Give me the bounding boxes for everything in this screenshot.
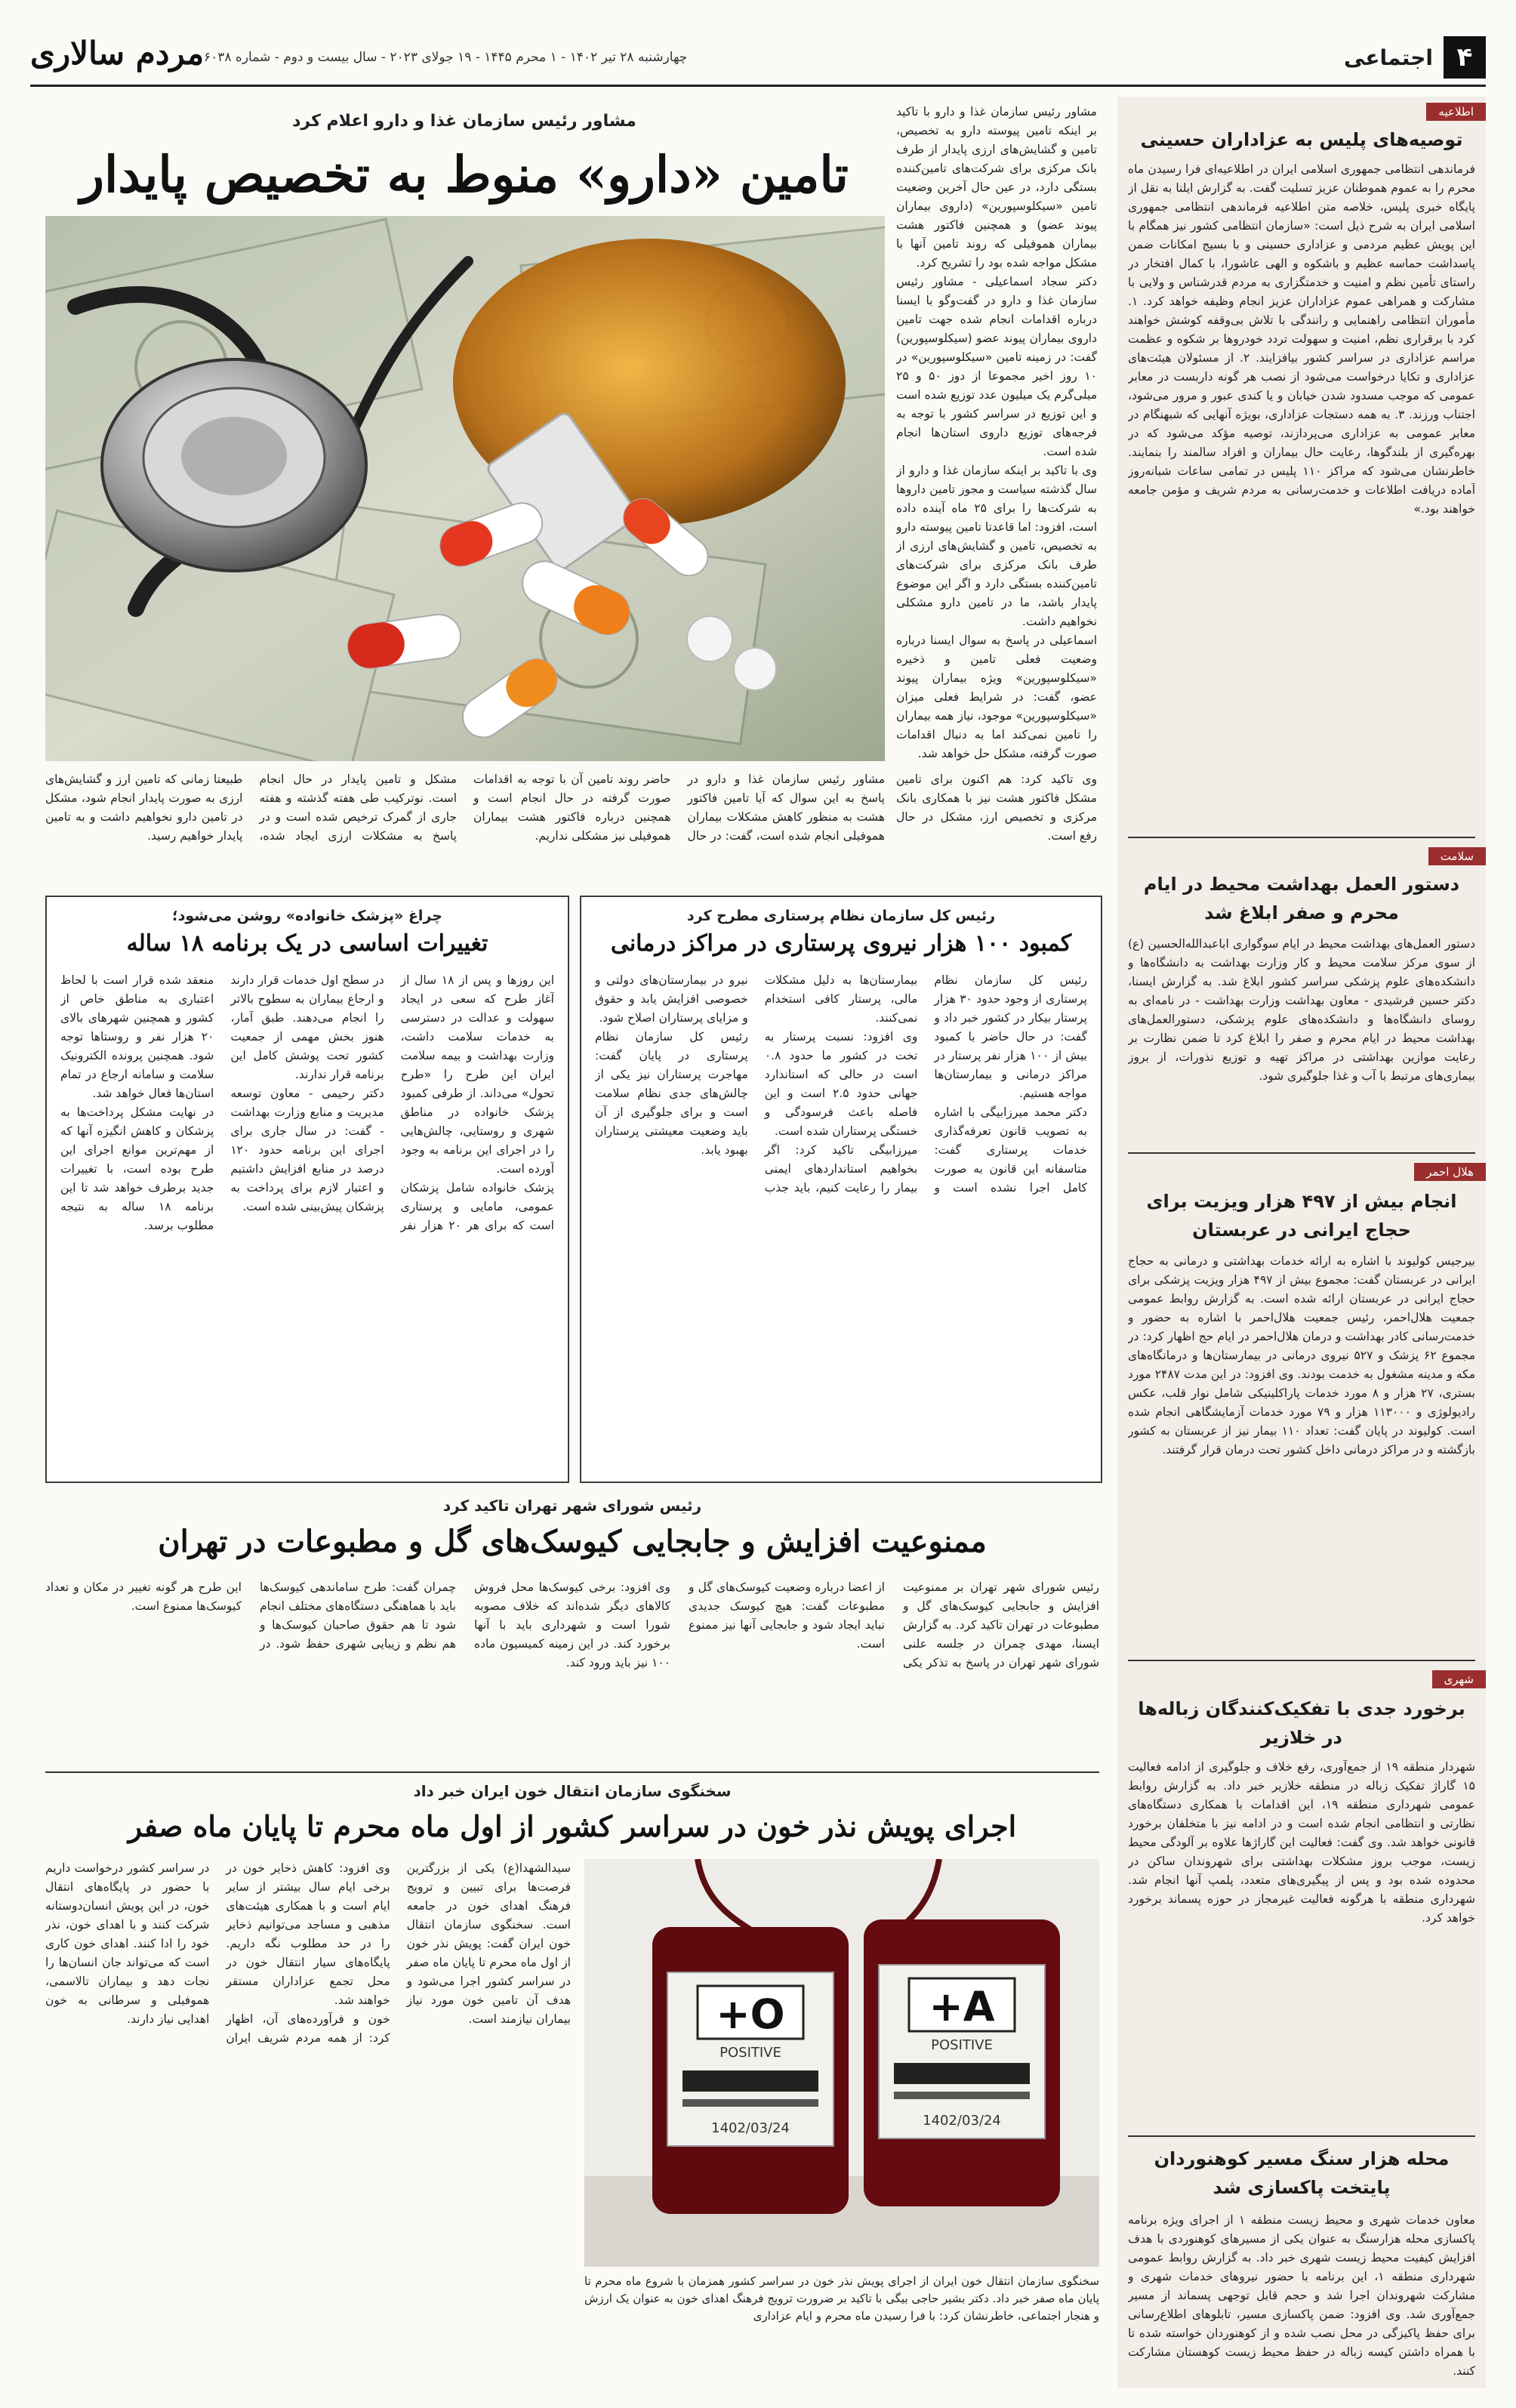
blood-bag-left: [652, 1927, 849, 2214]
family-doctor-box: [45, 896, 569, 1483]
paragraph: وی افزود: در این مدت ۲۴۸۷ مورد بستری، ۲۷ هزار و ۸ مورد خدمات پاراکلینیکی شامل نوار قلب، عکس رادیولوژی و ۱۱۳۰۰۰ هزار و ۷۹ مورد خدمات آزمایشگاهی انجام شده است. کولیوند در پایان گفت: تعداد ۱۱۰ بیمار نیز از عربستان به کشور بازگشته و در مراکز درمانی داخل کشور تحت درمان قرار گرفتند.: [1128, 1367, 1475, 1457]
blood-type-label-right: A+: [929, 1983, 995, 2030]
paragraph: وی افزود: ضمن پاکسازی مسیر، تابلوهای اطلاع‌رسانی برای حفظ پاکیزگی در محل نصب شده و از کوهنوردان خواسته شده تا با همراه داشتن کیسه زباله در حفظ محیط زیست کوهستان مشارکت کنند.: [1128, 2308, 1475, 2378]
newspaper-logo: مردم سالاری: [30, 35, 205, 72]
dateline: چهارشنبه ۲۸ تیر ۱۴۰۲ - ۱ محرم ۱۴۴۵ - ۱۹ جولای ۲۰۲۳ - سال بیست و دوم - شماره ۶۰۳۸: [204, 50, 688, 65]
kiosk-headline: ممنوعیت افزایش و جابجایی کیوسک‌های گل و مطبوعات در تهران: [158, 1524, 987, 1559]
paragraph: اسماعیلی در پاسخ به سوال ایسنا درباره وضعیت فعلی تامین و ذخیره «سیکلوسپورین» ویژه بیماران پیوند عضو، گفت: در شرایط فعلی میزان «سیکلوسپورین» موجود، نیاز همه بیماران را تامین نمی‌کند اما به دنبال اقدامات صورت گرفته، مشکل حل خواهد شد.: [896, 634, 1097, 760]
sidebar-article-hezarsang: [1128, 2211, 1475, 2383]
paragraph: سیدالشهدا(ع) یکی از بزرگترین فرصت‌ها برای تبیین و ترویج فرهنگ اهدای خون در جامعه است. سخنگوی سازمان انتقال خون ایران گفت: پویش نذر خون از اول ماه محرم تا پایان ماه صفر در سراسر کشور اجرا می‌شود و هدف آن تامین خون مورد نیاز بیماران نیازمند است.: [406, 1861, 571, 2026]
blood-type-label-left: O+: [716, 1990, 785, 2038]
divider: [1128, 1152, 1475, 1154]
paragraph: این روزها و پس از ۱۸ سال از آغاز طرح که سعی در ایجاد سهولت و عدالت در دسترسی به خدمات سلامت داشت، وزارت بهداشت و بیمه سلامت ایران این طرح را «طرح تحول» می‌داند. از طرفی کمبود پزشک خانواده در مناطق شهری و روستایی، چالش‌هایی را در اجرای این برنامه به وجود آورده است.: [400, 973, 554, 1176]
blood-photo-caption: سخنگوی سازمان انتقال خون ایران از اجرای پویش نذر خون در سراسر کشور همزمان با شروع ماه محرم تا پایان ماه صفر خبر داد. دکتر بشیر حاجی بیگی با تاکید بر ضرورت ترویج فرهنگ اهدای خون به عنوان یک ارزش و هنجار اجتماعی، خاطرنشان کرد: با فرا رسیدن ماه محرم و ایام عزاداری: [584, 2274, 1099, 2323]
sidebar-tag-health: سلامت: [1428, 847, 1486, 865]
sidebar-tag-notice: اطلاعیه: [1426, 103, 1486, 121]
sidebar-headline-waste: برخورد جدی با تفکیک‌کنندگان زباله‌ها در خلازیر: [1138, 1698, 1465, 1748]
paragraph: وی افزود: برخی کیوسک‌ها محل فروش کالاهای دیگر شده‌اند که خلاف مصوبه شورا است و شهرداری باید با آنها برخورد کند. در این زمینه کمیسیون ماده ۱۰۰ نیز باید ورود کند.: [474, 1580, 670, 1670]
divider: [1128, 837, 1475, 838]
blood-text: [45, 1859, 571, 2385]
blood-bags-illustration: [584, 1859, 1099, 2267]
paragraph: خون و فرآورده‌های آن، اظهار کرد: از همه مردم شریف ایران در سراسر کشور درخواست داریم با حضور در پایگاه‌های انتقال خون، در این پویش انسان‌دوستانه شرکت کنند و با اهدای خون، نذر خود را ادا کنند. اهدای خون کاری است که می‌تواند جان انسان‌ها را نجات دهد و بیماران تالاسمی، هموفیلی و سرطانی به خون اهدایی نیاز دارند.: [45, 1861, 390, 2045]
family-doctor-text: [60, 971, 554, 1469]
paragraph: دکتر سجاد اسماعیلی - مشاور رئیس سازمان غذا و دارو در گفت‌وگو با ایسنا درباره اقدامات انجام شده جهت تامین داروی بیماران پیوند عضو (سیکلوسپورین) گفت: در زمینه تامین «سیکلوسپورین» در ۱۰ روز اخیر مجموعا از دوز ۵۰ و ۲۵ میلی‌گرم یک میلیون عدد توزیع شده است و این توزیع در سراسر کشور با توجه به فرجه‌های توزیع داروی استان‌ها انجام شده است.: [896, 275, 1097, 458]
sidebar-tag-red-crescent: هلال احمر: [1414, 1163, 1486, 1181]
paragraph: فرماندهی انتظامی جمهوری اسلامی ایران در اطلاعیه‌ای فرا رسیدن ماه محرم را به عموم هموطنان عزیز تسلیت گفت. به گزارش ایلنا به نقل از پایگاه خبری پلیس، خلاصه متن اطلاعیه فرماندهی انتظامی جمهوری اسلامی ایران به شرح ذیل است:: [1128, 162, 1475, 233]
lead-kicker: مشاور رئیس سازمان غذا و دارو اعلام کرد: [292, 112, 636, 131]
lead-text-lower: [45, 770, 885, 891]
blood-bag-right: [864, 1919, 1060, 2206]
medicine-money-illustration: [45, 216, 885, 761]
paragraph: رئیس کل سازمان نظام پرستاری از وجود حدود ۳۰ هزار پرستار بیکار در کشور خبر داد و گفت: در حال حاضر با کمبود بیش از ۱۰۰ هزار نفر پرستار در مراکز درمانی و بیمارستان‌ها مواجه هستیم.: [934, 973, 1087, 1100]
stethoscope-chestpiece: [102, 359, 366, 571]
sidebar-article-hygiene: [1128, 935, 1475, 1146]
paragraph: وی گفت: فعالیت این گاراژها علاوه بر آلودگی محیط زیست، موجب بروز مشکلات بهداشتی برای شهروندان ساکن در محدوده شده بود و پس از پیگیری‌های متعدد، پلمپ آنها انجام شد. شهرداری منطقه با هرگونه فعالیت غیرمجاز در حوزه پسماند برخورد خواهد کرد.: [1128, 1836, 1475, 1925]
paragraph: ۳. به همه دستجات عزاداری، بویژه آنهایی که شبهنگام در معابر عمومی به عزاداری می‌پردازند، توصیه مؤکد می‌شود که در بهره‌گیری از بلندگوها، رعایت حال بیماران و افراد سالمند را بنمایند.: [1128, 408, 1475, 459]
blood-bag-note-right: POSITIVE: [931, 2037, 993, 2053]
paragraph: منعقد شده قرار است با لحاظ اعتباری به مناطق خاص از کشور و همچنین شهرهای بالای ۲۰ هزار نفر و روستاها توجه شود. همچنین پرونده الکترونیک سلامت و سامانه ارجاع در تمام استان‌ها فعال خواهد شد.: [60, 973, 214, 1100]
paragraph: ۱. مأموران انتظامی راهنمایی و رانندگی با تلاش بی‌وقفه کوشش خواهند کرد با برقراری نظم، امنیت و سهولت تردد خودروها بر شکوه و عظمت مراسم عزاداری در سراسر کشور بیافزایند.: [1128, 294, 1475, 365]
blood-kicker: سخنگوی سازمان انتقال خون ایران خبر داد: [413, 1782, 732, 1800]
nursing-headline: کمبود ۱۰۰ هزار نیروی پرستاری در مراکز درمانی: [610, 930, 1072, 957]
blood-bag-date-left: 1402/03/24: [711, 2120, 790, 2136]
paragraph: «سازمان انتظامی کشور نیز همگام با این پویش عظیم مردمی و عزاداری حسینی و با بسیج امکانات ضمن پاسداشت حماسه عظیم و باشکوه و الهی عاشورا، با کمال افتخار در راستای تأمین نظم و امنیت و خدمتگزاری به مردم قدرشناس و ولایی با مشارکت و همراهی عموم عزاداران عزیز انجام وظیفه خواهد کرد.: [1128, 219, 1475, 308]
paragraph: میرزابیگی تاکید کرد: اگر بخواهیم استانداردهای ایمنی بیمار را رعایت کنیم، باید جذب نیرو در بیمارستان‌های دولتی و خصوصی افزایش یابد و حقوق و مزایای پرستاران اصلاح شود.: [595, 973, 918, 1195]
blood-bags-photo: [584, 1859, 1099, 2267]
lead-headline: تامین «دارو» منوط به تخصیص پایدار: [80, 145, 849, 204]
paragraph: ۲. از مسئولان هیئت‌های عزاداری و تکایا درخواست می‌شود از نصب هر گونه داربست در معابر عمومی که موجب مسدود شدن خیابان و یا کندی عبور و مرور می‌شود، اجتناب ورزند.: [1128, 351, 1475, 421]
paragraph: در نهایت مشکل پرداخت‌ها به پزشکان و کاهش انگیزه آنها که از مهم‌ترین موانع اجرای این طرح بوده است، با تغییرات جدید برطرف خواهد شد تا این برنامه ۱۸ ساله به نتیجه مطلوب برسد.: [60, 1105, 214, 1232]
masthead: [30, 30, 1486, 87]
paragraph: خاطرنشان می‌شود که مراکز ۱۱۰ پلیس در تمامی ساعات شبانه‌روز آماده دریافت اطلاعات و خدمت‌رسانی به مردم شریف و مؤمن جامعه خواهند بود.»: [1128, 464, 1475, 516]
paragraph: دستور العمل‌های بهداشت محیط در ایام سوگواری اباعبدالله‌الحسین (ع) از سوی مرکز سلامت محیط و کار وزارت بهداشت به دانشگاه‌ها و دانشکده‌های علوم پزشکی سراسر کشور ابلاغ شد. به گزارش ایسنا، دکتر حسین فرشیدی - معاون بهداشت وزارت بهداشت - در نامه‌ای به روسای دانشگاه‌ها و دانشکده‌های علوم پزشکی، دستورالعمل‌های بهداشت محیط در ایام محرم و صفر را ابلاغ کرد تا ضمن نظارت بر رعایت موازین بهداشتی در مراکز تهیه و توزیع نذورات، از بروز بیماری‌های مرتبط با آب و غذا جلوگیری شود.: [1128, 937, 1475, 1083]
divider: [1128, 1660, 1475, 1661]
sidebar-article-hajj: [1128, 1252, 1475, 1654]
paragraph: دکتر رحیمی - معاون توسعه مدیریت و منابع وزارت بهداشت - گفت: در سال جاری برای اجرای این برنامه حدود ۱۲۰ درصد در منابع افزایش داشتیم و اعتبار لازم برای پرداخت به پزشکان پیش‌بینی شده است.: [230, 1087, 384, 1213]
family-doctor-kicker: چراغ «پزشک خانواده» روشن می‌شود؛: [172, 908, 442, 924]
family-doctor-headline: تغییرات اساسی در یک برنامه ۱۸ ساله: [126, 930, 488, 957]
divider: [1128, 2135, 1475, 2137]
sidebar-headline-hajj: انجام بیش از ۴۹۷ هزار ویزیت برای حجاج ایرانی در عربستان: [1146, 1191, 1457, 1241]
blood-bag-note-left: POSITIVE: [719, 2045, 781, 2061]
lead-text-column-1: [896, 103, 1097, 761]
section-header: [1344, 36, 1486, 79]
sidebar-headline-police: توصیه‌های پلیس به عزاداران حسینی: [1140, 129, 1463, 150]
paragraph: وی افزود: نسبت پرستار به تخت در کشور ما حدود ۰.۸ است در حالی که استاندارد جهانی حدود ۲.۵ است و این فاصله باعث فرسودگی و خستگی پرستاران شده است.: [764, 1030, 918, 1138]
sidebar-column: [1117, 97, 1486, 2388]
sidebar-headline-hezarsang: محله هزار سنگ مسیر کوهنوردان پایتخت پاکسازی شد: [1154, 2148, 1450, 2198]
paragraph: دکتر محمد میرزابیگی با اشاره به تصویب قانون تعرفه‌گذاری خدمات پرستاری گفت: متاسفانه این قانون به صورت کامل اجرا نشده است و بیمارستان‌ها به دلیل مشکلات مالی، پرستار کافی استخدام نمی‌کنند.: [764, 973, 1087, 1195]
blood-bag-date-right: 1402/03/24: [923, 2113, 1001, 2129]
kiosk-kicker: رئیس شورای شهر تهران تاکید کرد: [442, 1497, 702, 1515]
lead-text-column-1b: [896, 770, 1097, 891]
sidebar-tag-urban: شهری: [1432, 1670, 1487, 1688]
sidebar-headline-hygiene: دستور العمل بهداشت محیط در ایام محرم و صفر ابلاغ شد: [1143, 874, 1460, 923]
paragraph: وی تاکید کرد: هم اکنون برای تامین مشکل فاکتور هشت نیز با همکاری بانک مرکزی و تخصیص ارز، مشکل در حال رفع است.: [896, 772, 1097, 843]
paragraph: مشاور رئیس سازمان غذا و دارو با تاکید بر اینکه تامین پیوسته دارو به تخصیص، تامین و گشایش‌های ارزی پایدار از طرف بانک مرکزی برای شرکت‌های تامین‌کننده بستگی دارد، در عین حال آخرین وضعیت تامین «سیکلوسپورین» (داروی بیماران پیوند عضو) و همچنین فاکتور هشت بیماران هموفیلی که روند تامین آنها با مشکل مواجه شده بود را تشریح کرد.: [896, 105, 1097, 270]
paragraph: چمران گفت: طرح ساماندهی کیوسک‌ها باید با هماهنگی دستگاه‌های مختلف انجام شود تا هم حقوق صاحبان کیوسک‌ها و هم نظم و زیبایی شهری حفظ شود. در این طرح هر گونه تغییر در مکان و تعداد کیوسک‌ها ممنوع است.: [45, 1580, 456, 1651]
section-name: اجتماعی: [1344, 45, 1433, 70]
nursing-box: [580, 896, 1102, 1483]
paragraph: مشکل و تامین پایدار در حال انجام است. نوترکیب طی هفته گذشته و هفته جاری از گمرک ترخیص شده است و در پاسخ به مشکلات ارزی ایجاد شده، طبیعتا زمانی که تامین ارز و گشایش‌های ارزی به صورت پایدار انجام شود، مشکل در تامین دارو نخواهیم داشت و به تامین پایدار خواهیم رسید.: [45, 772, 457, 843]
paragraph: رئیس شورای شهر تهران بر ممنوعیت افزایش و جابجایی کیوسک‌های گل و مطبوعات در تهران تاکید کرد. به گزارش ایسنا، مهدی چمران در جلسه علنی شورای شهر تهران در پاسخ به تذکر یکی از اعضا درباره وضعیت کیوسک‌های گل و مطبوعات گفت: هیچ کیوسک جدیدی نباید ایجاد شود و جابجایی آنها نیز ممنوع است.: [689, 1580, 1099, 1670]
paragraph: شهردار منطقه ۱۹ از جمع‌آوری، رفع خلاف و جلوگیری از ادامه فعالیت ۱۵ گاراژ تفکیک زباله در منطقه خلازیر خبر داد. به گزارش روابط عمومی شهرداری منطقه ۱۹، این اقدامات با همکاری دستگاه‌های نظارتی و انتظامی انجام شده است و در ادامه نیز با متخلفان برخورد قانونی خواهد شد.: [1128, 1760, 1475, 1849]
nursing-kicker: رئیس کل سازمان نظام پرستاری مطرح کرد: [686, 908, 996, 924]
divider: [45, 1771, 1099, 1773]
sidebar-article-waste: [1128, 1758, 1475, 2128]
paragraph: معاون خدمات شهری و محیط زیست منطقه ۱ از اجرای ویژه برنامه پاکسازی محله هزارسنگ به عنوان یکی از مسیرهای کوهنوردی با هدف افزایش کیفیت محیط زیست شهری خبر داد. به گزارش روابط عمومی شهرداری منطقه ۱، این برنامه با حضور نیروهای خدمات شهری و مشارکت شهروندان اجرا شد و حجم قابل توجهی پسماند از مسیر جمع‌آوری شد.: [1128, 2213, 1475, 2321]
nursing-text: [595, 971, 1087, 1469]
paragraph: مشاور رئیس سازمان غذا و دارو در پاسخ به این سوال که آیا تامین فاکتور هشت به منظور کاهش مشکلات بیماران هموفیلی انجام شده است، گفت: در حال حاضر روند تامین آن با توجه به اقدامات صورت گرفته در حال انجام است و همچنین درباره فاکتور هشت بیماران هموفیلی نیز مشکلی نداریم.: [473, 772, 885, 843]
paragraph: وی با تاکید بر اینکه سازمان غذا و دارو از سال گذشته سیاست و مجوز تامین داروها به شرکت‌ها را برای ۲۵ ماه آینده داده است، افزود: اما قاعدتا تامین پیوسته دارو به تخصیص، تامین و گشایش‌های ارزی از طرف بانک مرکزی برای شرکت‌های تامین‌کننده بستگی دارد و اگر این موضوع پایدار باشد، ما در تامین دارو مشکلی نخواهیم داشت.: [896, 464, 1097, 628]
sidebar-article-police: [1128, 160, 1475, 832]
paragraph: پزشک خانواده شامل پزشکان عمومی، مامایی و پرستاری است که برای هر ۲۰ هزار نفر در سطح اول خدمات قرار دارند و ارجاع بیماران به سطوح بالاتر را انجام می‌دهند. طبق آمار، هنوز بخش مهمی از جمعیت کشور تحت پوشش کامل این برنامه قرار ندارند.: [230, 973, 554, 1232]
paragraph: وی افزود: کاهش ذخایر خون در برخی ایام سال بیشتر از سایر ایام است و با همکاری هیئت‌های مذهبی و مساجد می‌توانیم ذخایر را در حد مطلوب نگه داریم. پایگاه‌های سیار انتقال خون در محل تجمع عزاداران مستقر خواهند شد.: [226, 1861, 390, 2007]
paragraph: رئیس کل سازمان نظام پرستاری در پایان گفت: مهاجرت پرستاران نیز یکی از چالش‌های جدی نظام سلامت است و برای جلوگیری از آن باید وضعیت معیشتی پرستاران بهبود یابد.: [595, 1030, 748, 1157]
blood-headline: اجرای پویش نذر خون در سراسر کشور از اول ماه محرم تا پایان ماه صفر: [128, 1809, 1017, 1843]
kiosk-text: [45, 1578, 1099, 1767]
page-number: ۴: [1444, 36, 1486, 79]
paragraph: بیرجیس کولیوند با اشاره به ارائه خدمات بهداشتی و درمانی به حجاج ایرانی در عربستان گفت: مجموع بیش از ۴۹۷ هزار ویزیت پزشکی برای حجاج ایرانی در عربستان ارائه شده است. به گزارش روابط عمومی جمعیت هلال‌احمر، رئیس جمعیت هلال‌احمر با اشاره به حضور و خدمت‌رسانی کادر بهداشت و درمان هلال‌احمر در ایام حج اظهار کرد: در مجموع ۶۲ پزشک و ۵۲۷ نیروی درمانی در بیمارستان‌ها و درمانگاه‌های مکه و مدینه مشغول به خدمت بودند.: [1128, 1254, 1475, 1381]
lead-photo: [45, 216, 885, 761]
